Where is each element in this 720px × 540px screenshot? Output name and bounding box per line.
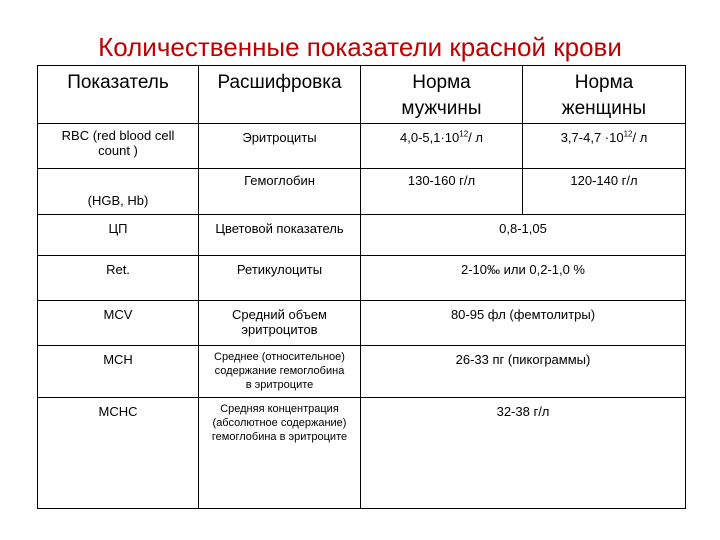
cell-indicator-ret: Ret. bbox=[38, 256, 199, 301]
cell-indicator-cp: ЦП bbox=[38, 215, 199, 256]
cell-norm-cp: 0,8-1,05 bbox=[361, 215, 686, 256]
cell-norm-mcv: 80-95 фл (фемтолитры) bbox=[361, 301, 686, 346]
cell-decoding-rbc: Эритроциты bbox=[199, 124, 361, 169]
cell-decoding-cp: Цветовой показатель bbox=[199, 215, 361, 256]
cell-decoding-mcv: Средний объем эритроцитов bbox=[199, 301, 361, 346]
page-title: Количественные показатели красной крови bbox=[98, 32, 622, 62]
table-row-cp bbox=[38, 215, 686, 256]
cell-norm-men-hgb: 130-160 г/л bbox=[361, 169, 523, 215]
cell-norm-women-rbc: $3,7-4,7 \cdot 10^{12}/$ л bbox=[523, 124, 686, 169]
table-row-hgb bbox=[38, 169, 686, 215]
cell-indicator-mchc: MCHC bbox=[38, 398, 199, 509]
cell-decoding-hgb: Гемоглобин bbox=[199, 169, 361, 215]
cell-indicator-mch: MCH bbox=[38, 346, 199, 398]
table-row-mch bbox=[38, 346, 686, 398]
table-row-ret bbox=[38, 256, 686, 301]
table-row-mchc bbox=[38, 398, 686, 509]
cell-norm-mch: 26-33 пг (пикограммы) bbox=[361, 346, 686, 398]
cell-decoding-mchc: Средняя концентрация (абсолютное содержание) гемоглобина в эритроците bbox=[199, 398, 361, 509]
cell-norm-mchc: 32-38 г/л bbox=[361, 398, 686, 509]
blood-indicators-table bbox=[37, 65, 686, 509]
header-norm-men: Норма мужчины bbox=[361, 66, 523, 124]
cell-norm-men-rbc: $4,0-5,1\cdot 10^{12}/$ л bbox=[361, 124, 523, 169]
header-decoding: Расшифровка bbox=[199, 66, 361, 124]
table-header-row bbox=[38, 66, 686, 124]
table-row-rbc bbox=[38, 124, 686, 169]
header-indicator: Показатель bbox=[38, 66, 199, 124]
table-row-mcv bbox=[38, 301, 686, 346]
cell-norm-ret: 2-10‰ или 0,2-1,0 % bbox=[361, 256, 686, 301]
cell-decoding-mch: Среднее (относительное) содержание гемоглобина в эритроците bbox=[199, 346, 361, 398]
cell-indicator-rbc: RBC (red blood cell count ) bbox=[38, 124, 199, 169]
cell-indicator-hgb: (HGB, Hb) bbox=[38, 169, 199, 215]
cell-decoding-ret: Ретикулоциты bbox=[199, 256, 361, 301]
cell-indicator-mcv: MCV bbox=[38, 301, 199, 346]
cell-norm-women-hgb: 120-140 г/л bbox=[523, 169, 686, 215]
header-norm-women: Норма женщины bbox=[523, 66, 686, 124]
